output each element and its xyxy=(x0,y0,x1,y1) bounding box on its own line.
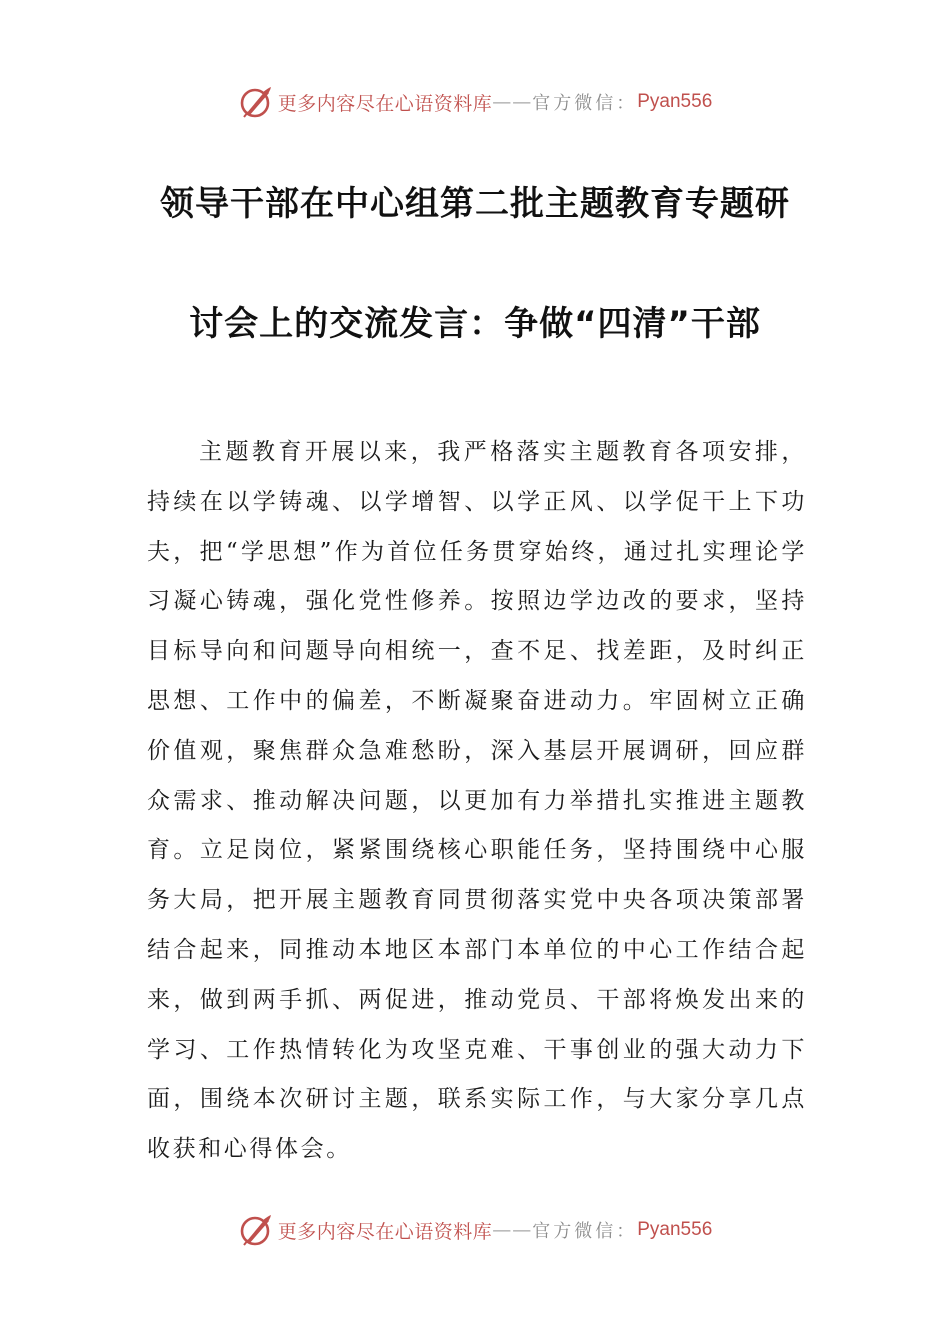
banner-wechat-label: 官方微信： xyxy=(532,1221,638,1242)
banner-wechat-id: Pyan556 xyxy=(637,1219,713,1240)
footer-banner xyxy=(0,1210,950,1250)
quill-logo-icon xyxy=(238,84,274,120)
banner-separator: —— xyxy=(492,1219,533,1241)
quill-logo-icon xyxy=(238,1212,274,1248)
document-title-line-1: 领导干部在中心组第二批主题教育专题研 xyxy=(160,184,790,224)
header-banner xyxy=(0,82,950,122)
banner-site-text: 更多内容尽在心语资料库 xyxy=(277,1220,493,1243)
banner-wechat-label: 官方微信： xyxy=(532,93,638,114)
banner-wechat-id: Pyan556 xyxy=(637,91,713,112)
document-title-line-2: 讨会上的交流发言：争做“四清”干部 xyxy=(189,304,761,344)
body-paragraph: 主题教育开展以来，我严格落实主题教育各项安排，持续在以学铸魂、以学增智、以学正风、以学促干上下功夫，把“学思想”作为首位任务贯穿始终，通过扎实理论学习凝心铸魂，强化党性修养。按照边学边改的要求，坚持目标导向和问题导向相统一，查不足、找差距，及时纠正思想、工作中的偏差，不断凝聚奋进动力。牢固树立正确价值观，聚焦群众急难愁盼，深入基层开展调研，回应群众需求、推动解决问题，以更加有力举措扎实推进主题教育。立足岗位，紧紧围绕核心职能任务，坚持围绕中心服务大局，把开展主题教育同贯彻落实党中央各项决策部署结合起来，同推动本地区本部门本单位的中心工作结合起来，做到两手抓、两促进，推动党员、干部将焕发出来的学习、工作热情转化为攻坚克难、干事创业的强大动力下面，围绕本次研讨主题，联系实际工作，与大家分享几点收获和心得体会。 xyxy=(147,439,807,1163)
banner-separator: —— xyxy=(492,91,533,113)
banner-site-text: 更多内容尽在心语资料库 xyxy=(277,92,493,115)
